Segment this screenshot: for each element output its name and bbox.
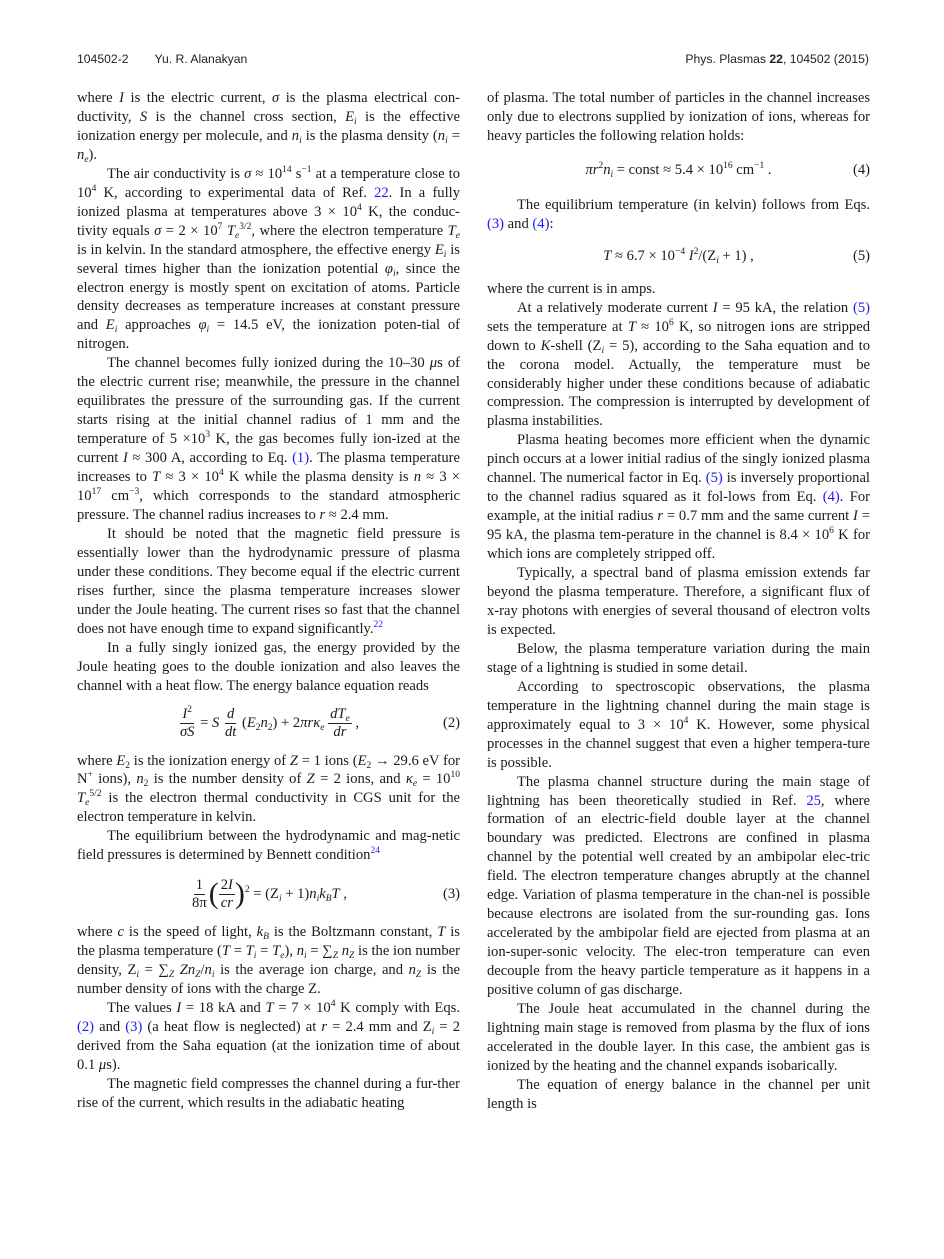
right-column	[487, 89, 870, 1114]
paragraph: It should be noted that the magnetic field pressure is essentially lower than the hydrodynamic pressure of plasma under these conditions. They become equal if the electric current rises further, since the plasma temperature increases slower under the Joule heating. The current rises so fast that the channel does not have enough time to expand significantly.$^{22}$	[77, 525, 460, 637]
paragraph: The equation of energy balance in the channel per unit length is	[487, 1076, 870, 1112]
paragraph: At a relatively moderate current I = 95 kA, the relation (5) sets the temperature at $T \approx 10^6$ K, so nitrogen ions are stripped down to K-shell $(Z_i = 5)$, according to the Saha equation and to the corona model. Actually, the temperature must be considerably higher under these conditions because of adiabatic compression. The compression is interrupted by development of plasma instabilities.	[487, 299, 870, 430]
ref-link[interactable]: 22	[373, 619, 384, 630]
equation-number: (2)	[442, 715, 460, 732]
paragraph: where $E_2$ is the ionization energy of Z = 1 ions ($E_2 \to 29.6$ eV for N+ ions), $n_2$ is the number density of Z = 2 ions, and $\kappa_e = 10^{10}$ $T_e^{5/2}$ is the electron thermal conductivity in CGS unit for the electron temperature in kelvin.	[77, 752, 460, 826]
paragraph: Below, the plasma temperature variation during the main stage of a lightning is studied in some detail.	[487, 640, 870, 676]
ref-link[interactable]: 24	[370, 846, 380, 857]
equation-number: (3)	[442, 885, 460, 902]
eq-link[interactable]: (4)	[532, 215, 550, 232]
paragraph: The Joule heat accumulated in the channel during the lightning main stage is removed from plasma by the flux of ions accelerated in the double layer. In this case, the ambient gas is ionized by the heating and the channel expands isobarically.	[487, 1000, 870, 1074]
paragraph: The magnetic field compresses the channel during a fur-ther rise of the current, which results in the adiabatic heating	[77, 1075, 460, 1111]
eq-link[interactable]: (5)	[705, 470, 723, 487]
paragraph: In a fully singly ionized gas, the energy provided by the Joule heating goes to the double ionization and also leaves the channel with a heat flow. The energy balance equation reads	[77, 639, 460, 694]
ref-link[interactable]: 22	[374, 184, 389, 201]
eq-link[interactable]: (3)	[487, 215, 505, 232]
paragraph: of plasma. The total number of particles in the channel increases only due to electrons supplied by ionization of ions, whereas for heavy particles the following relation holds:	[487, 90, 870, 144]
eq-link[interactable]: (2)	[77, 1018, 95, 1035]
paragraph: The channel becomes fully ionized during the 10–30 μs of the electric current rise; meanwhile, the pressure in the channel equilibrates the pressure of the surrounding gas. If the current starts rising at the initial channel radius of 1 mm and the temperature of $5 \times 10^3$ K, the gas becomes fully ion-ized at the current I ≈ 300 A, according to Eq. (1). The plasma temperature increases to $T \approx 3 \times 10^4$ K while the plasma density is $n \approx 3 \times 10^{17}$ $cm^{-3}$, which corresponds to the standard atmospheric pressure. The channel radius increases to r ≈ 2.4 mm.	[77, 355, 460, 523]
paragraph: The plasma channel structure during the main stage of lightning has been theoretically studied in Ref. 25, where formation of an electric-field double layer at the channel boundary was predicted. Electrons are confined in plasma channel by the potential well created by an ambipolar elec-tric field. The electron temperature changes abruptly at the channel edge. Variation of plasma temperature in the chan-nel is possible because electrons are isolated from the sur-rounding gas. Ions accelerated by the ambipolar field are ejected from plasma at an ion-super-sonic velocity. The elec-tron temperature can even decouple from the heavy particle temperature as it happens in a positive column of gas discharge.	[487, 773, 871, 999]
left-column	[77, 89, 460, 1113]
running-header-left	[77, 52, 247, 66]
author: Yu. R. Alanakyan	[154, 52, 248, 66]
paragraph: The air conductivity is $\sigma \approx 10^{14}$ $s^{-1}$ at a temperature close to $10^4$ K, according to experimental data of Ref. 22. In a fully ionized plasma at temperatures above $3 \times 10^4$ K, the conduc-tivity equals $\sigma = 2 \times 10^7$ $T_e^{3/2}$, where the electron temperature $T_e$ is in kelvin. In the standard atmosphere, the effective energy $E_i$ is several times higher than the ionization potential $\varphi_i$, since the electron energy is mostly spent on excitation of atoms. Particle density decreases as temperature increases at constant pressure and $E_i$ approaches $\varphi_i = 14.5$ eV, the ionization poten-tial of nitrogen.	[77, 164, 461, 353]
running-header-right	[685, 52, 869, 66]
paragraph: According to spectroscopic observations, the plasma temperature in the lightning channel during the main stage is approximately equal to $3 \times 10^4$ K. However, some physical processes in the channel suggest that even a higher tempera-ture is possible.	[487, 678, 870, 771]
eq-link[interactable]: (4)	[822, 489, 840, 506]
equation-2: $\frac{I^2}{\sigma S}$ = S $\frac{d}{dt}$ $(E_2n_2) + 2\pi r\kappa_e$ $\frac{dT_e}{dr}$ , (2)	[179, 705, 460, 740]
volume: 22	[769, 52, 783, 66]
paragraph: The equilibrium temperature (in kelvin) follows from Eqs. (3) and (4):	[487, 196, 870, 232]
equation-number: (4)	[852, 162, 870, 179]
eq-link[interactable]: (3)	[125, 1018, 143, 1035]
ref-link[interactable]: 25	[806, 792, 821, 809]
paragraph: Plasma heating becomes more efficient when the dynamic pinch occurs at a lower initial radius of the singly ionized plasma channel. The numerical factor in Eq. (5) is inversely proportional to the channel radius squared as it fol-lows from Eq. (4). For example, at the initial radius r = 0.7 mm and the same current I = 95 kA, the plasma tem-perature in the channel is $8.4 \times 10^6$ K for which ions are completely stripped off.	[487, 432, 870, 563]
eq-link[interactable]: (5)	[852, 299, 870, 316]
journal: Phys. Plasmas	[685, 52, 766, 66]
citation: , 104502 (2015)	[782, 52, 869, 66]
equation-4: $\pi r^2n_i$ = const ≈ $5.4 \times 10^{16}$ $cm^{-1}$ . (4)	[585, 161, 870, 181]
paragraph: where I is the electric current, σ is the plasma electrical con-ductivity, S is the channel cross section, $E_i$ is the effective ionization energy per molecule, and $n_i$ is the plasma density $(n_i = n_e)$.	[77, 90, 461, 165]
paragraph: where c is the speed of light, $k_B$ is the Boltzmann constant, T is the plasma temperature $(T = T_i = T_e)$, $n_i = \sum_Z$ $n_Z$ is the ion number density, $Z_i = \sum_Z$ $Zn_Z/n_i$ is the average ion charge, and $n_Z$ is the number density of ions with the charge Z.	[77, 924, 460, 998]
paragraph: The equilibrium between the hydrodynamic and mag-netic field pressures is determined by Bennett condition$^{24}$	[77, 828, 460, 864]
eq-link[interactable]: (1)	[292, 450, 310, 467]
equation-number: (5)	[852, 248, 870, 265]
paragraph: The values I = 18 kA and $T = 7 \times 10^4$ K comply with Eqs. (2) and (3) (a heat flow is neglected) at r = 2.4 mm and $Z_i = 2$ derived from the Saha equation (at the ionization time of about 0.1 μs).	[77, 999, 460, 1073]
equation-5: $T \approx 6.7 \times 10^{-4}$ $I^2/(Z_i + 1)$ , (5)	[603, 247, 870, 267]
paragraph: where the current is in amps.	[487, 280, 656, 297]
equation-3: $\frac{1}{8\pi}$ ( $\frac{2I}{cr}$ )$^2 = (Z_i + 1)n_ik_BT$ , (3)	[192, 876, 460, 911]
paragraph: Typically, a spectral band of plasma emission extends far beyond the plasma temperature. Therefore, a significant flux of x-ray photons with energies of several thousand of electron volts is expected.	[487, 565, 870, 638]
page-id: 104502-2	[77, 52, 129, 66]
